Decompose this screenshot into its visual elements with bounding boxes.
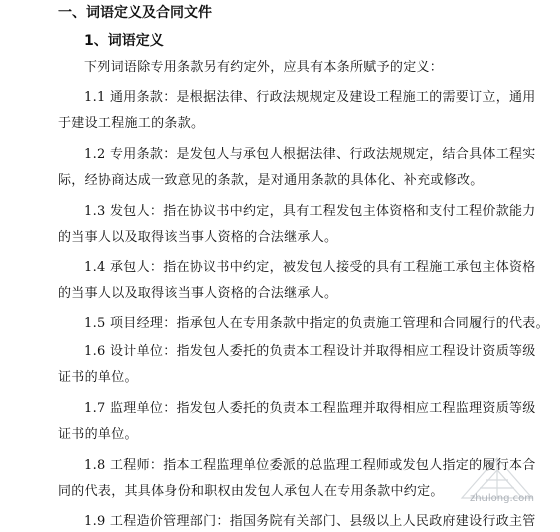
watermark-text: zhulong.com (469, 493, 534, 504)
clause-line: 1.9 工程造价管理部门：指国务院有关部门、县级以上人民政府建设行政主管 (84, 514, 536, 529)
clause-line: 1.8 工程师：指本工程监理单位委派的总监理工程师或发包人指定的履行本合 (84, 458, 536, 473)
clause-line: 1.4 承包人：指在协议书中约定，被发包人接受的具有工程施工承包主体资格 (84, 260, 536, 275)
clause-line: 1.3 发包人：指在协议书中约定，具有工程发包主体资格和支付工程价款能力 (84, 204, 536, 219)
clause-line: 于建设工程施工的条款。 (58, 116, 205, 131)
clause-line: 1.1 通用条款：是根据法律、行政法规规定及建设工程施工的需要订立，通用 (84, 90, 536, 105)
clause-line: 的当事人以及取得该当事人资格的合法继承人。 (58, 286, 338, 301)
clause-line: 证书的单位。 (58, 370, 138, 385)
clause-line: 的当事人以及取得该当事人资格的合法继承人。 (58, 230, 338, 245)
clause-line: 1.2 专用条款：是发包人与承包人根据法律、行政法规规定，结合具体工程实 (84, 147, 536, 162)
section-title: 一、词语定义及合同文件 (58, 5, 212, 21)
clause-line: 际，经协商达成一致意见的条款，是对通用条款的具体化、补充或修改。 (58, 173, 484, 188)
clause-line: 1.6 设计单位：指发包人委托的负责本工程设计并取得相应工程设计资质等级 (84, 344, 536, 359)
intro-text: 下列词语除专用条款另有约定外，应具有本条所赋予的定义： (84, 60, 444, 75)
watermark-logo-icon (442, 438, 552, 518)
clause-line: 证书的单位。 (58, 427, 138, 442)
clause-line: 1.7 监理单位：指发包人委托的负责本工程监理并取得相应工程监理资质等级 (84, 401, 536, 416)
clause-line: 1.5 项目经理：指承包人在专用条款中指定的负责施工管理和合同履行的代表。 (84, 316, 549, 331)
subsection-title: 1、词语定义 (84, 33, 164, 49)
clause-line: 同的代表，其具体身份和职权由发包人承包人在专用条款中约定。 (58, 484, 444, 499)
